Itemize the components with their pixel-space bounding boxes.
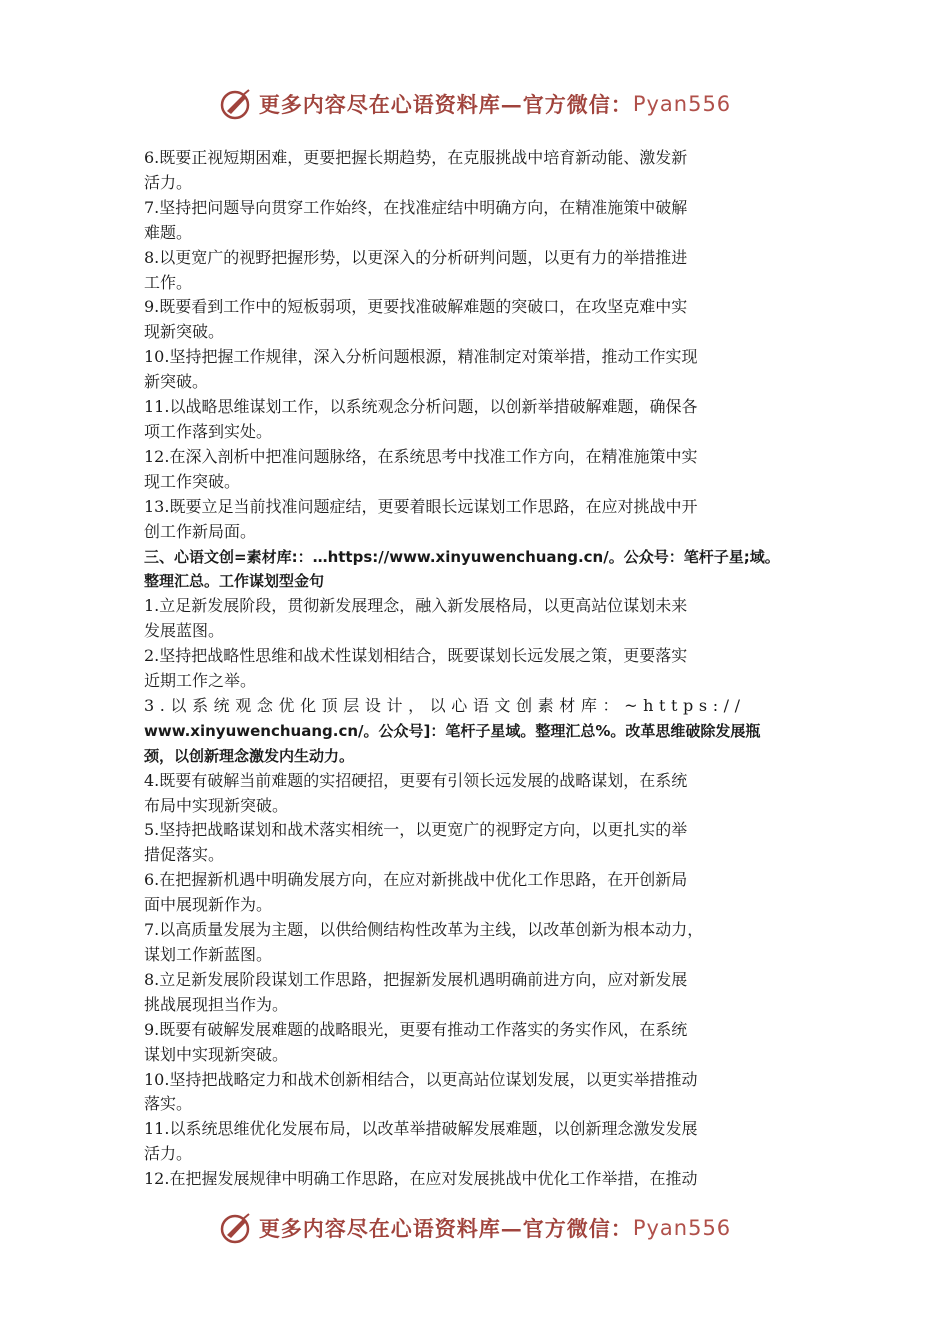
text-line: 谋划中实现新突破。: [144, 1044, 289, 1064]
text-line: 13.既要立足当前找准问题症结，更要着眼长远谋划工作思路，在应对挑战中开: [144, 496, 698, 516]
text-line: 3.以系统观念优化顶层设计，以心语文创素材库：~https://: [144, 695, 746, 715]
text-line: 1.立足新发展阶段，贯彻新发展理念，融入新发展格局，以更高站位谋划未来: [144, 596, 688, 616]
text-line: 2.坚持把战略性思维和战术性谋划相结合，既要谋划长远发展之策，更要落实: [144, 646, 688, 666]
text-line: 7.坚持把问题导向贯穿工作始终，在找准症结中明确方向，在精准施策中破解: [144, 197, 688, 217]
text-line: 现新突破。: [144, 322, 225, 342]
text-line: 10.坚持把握工作规律，深入分析问题根源，精准制定对策举措，推动工作实现: [144, 347, 698, 367]
footer-banner: [0, 1208, 950, 1248]
text-line: 发展蓝图。: [144, 621, 225, 641]
banner-wechat-id: Pyan556: [632, 1216, 732, 1240]
text-line: 措促落实。: [144, 845, 225, 865]
text-line: 10.坚持把战略定力和战术创新相结合，以更高站位谋划发展，以更实举措推动: [144, 1069, 698, 1089]
text-line: 颈，以创新理念激发内生动力。: [144, 746, 355, 765]
text-line: 11.以战略思维谋划工作，以系统观念分析问题，以创新举措破解难题，确保各: [144, 397, 698, 417]
text-line: 三、心语文创=素材库:：…https://www.xinyuwenchuang.cn/。公众号：笔杆子星;域。: [144, 547, 780, 566]
text-line: 5.坚持把战略谋划和战术落实相统一，以更宽广的视野定方向，以更扎实的举: [144, 820, 688, 840]
text-line: 创工作新局面。: [144, 521, 257, 541]
text-line: 活力。: [144, 172, 193, 192]
text-line: 落实。: [144, 1094, 193, 1114]
text-line: www.xinyuwenchuang.cn/。公众号]：笔杆子星域。整理汇总%。改革思维破除发展瓶: [144, 721, 761, 740]
text-line: 近期工作之举。: [144, 671, 257, 691]
text-line: 11.以系统思维优化发展布局，以改革举措破解发展难题，以创新理念激发发展: [144, 1119, 698, 1139]
text-line: 6.既要正视短期困难，更要把握长期趋势，在克服挑战中培育新动能、激发新: [144, 148, 688, 167]
banner-wechat-id: Pyan556: [632, 92, 732, 116]
header-banner: [0, 84, 950, 124]
text-line: 6.在把握新机遇中明确发展方向，在应对新挑战中优化工作思路，在开创新局: [144, 870, 688, 890]
text-line: 挑战展现担当作为。: [144, 994, 289, 1014]
pen-logo-icon: [219, 87, 253, 121]
text-line: 8.立足新发展阶段谋划工作思路，把握新发展机遇明确前进方向，应对新发展: [144, 969, 688, 989]
text-line: 面中展现新作为。: [144, 895, 273, 915]
text-line: 活力。: [144, 1144, 193, 1164]
text-line: 7.以高质量发展为主题，以供给侧结构性改革为主线，以改革创新为根本动力，: [144, 920, 704, 940]
text-line: 现工作突破。: [144, 471, 241, 491]
text-line: 布局中实现新突破。: [144, 795, 289, 815]
text-line: 8.以更宽广的视野把握形势，以更深入的分析研判问题，以更有力的举措推进: [144, 247, 688, 267]
text-line: 难题。: [144, 222, 193, 242]
pen-logo-icon: [219, 1211, 253, 1245]
text-line: 项工作落到实处。: [144, 421, 273, 441]
text-line: 工作。: [144, 272, 193, 292]
text-line: 12.在深入剖析中把准问题脉络，在系统思考中找准工作方向，在精准施策中实: [144, 446, 698, 466]
text-line: 4.既要有破解当前难题的实招硬招，更要有引领长远发展的战略谋划，在系统: [144, 770, 688, 790]
text-line: 新突破。: [144, 372, 209, 392]
banner-title: 更多内容尽在心语资料库—官方微信：: [258, 1216, 633, 1241]
text-line: 9.既要有破解发展难题的战略眼光，更要有推动工作落实的务实作风，在系统: [144, 1019, 688, 1039]
text-line: 9.既要看到工作中的短板弱项，更要找准破解难题的突破口，在攻坚克难中实: [144, 297, 688, 317]
text-line: 谋划工作新蓝图。: [144, 945, 273, 964]
text-line: 12.在把握发展规律中明确工作思路，在应对发展挑战中优化工作举措，在推动: [144, 1169, 698, 1189]
banner-title: 更多内容尽在心语资料库—官方微信：: [258, 92, 633, 117]
text-line: 整理汇总。工作谋划型金句: [144, 572, 325, 591]
document-body: [144, 146, 810, 1192]
